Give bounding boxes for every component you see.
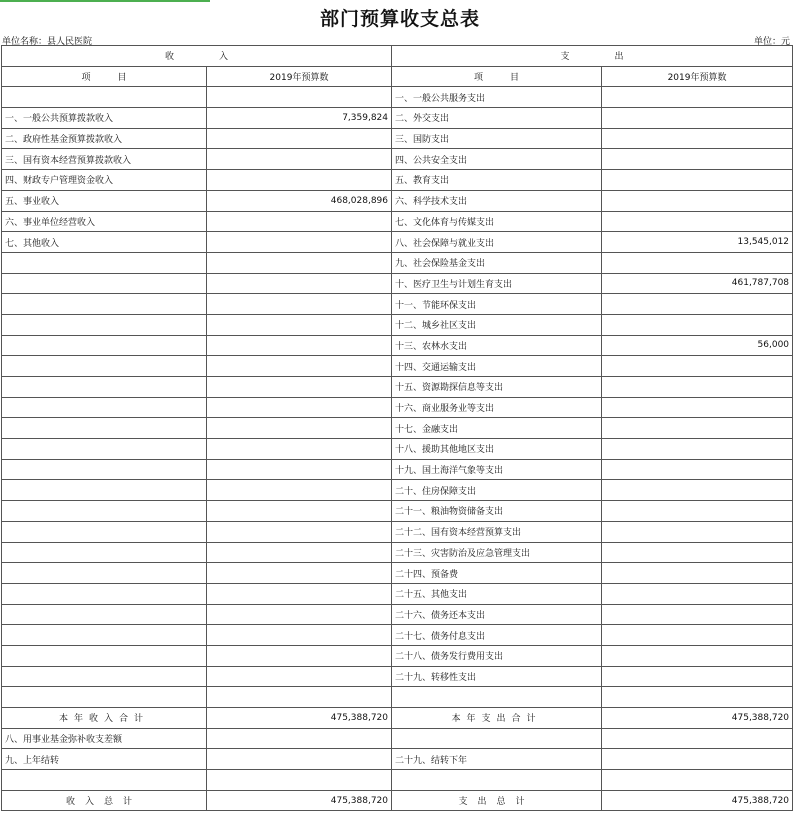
table-row [2,252,793,273]
expense-item-cell [392,687,602,708]
table-row [2,314,793,335]
table-row [2,749,793,770]
table-row [2,108,793,129]
expense-value-cell [602,521,793,542]
income-value-cell [207,563,392,584]
table-row [2,521,793,542]
income-value-cell [207,459,392,480]
table-row [2,542,793,563]
table-row [2,728,793,749]
expense-item-cell: 一、一般公共服务支出 [392,87,602,108]
expense-item-cell: 支出总计 [392,790,602,811]
expense-item-header: 项 目 [392,66,602,87]
income-item-cell [2,480,207,501]
expense-value-cell: 56,000 [602,335,793,356]
income-value-cell [207,128,392,149]
expense-item-cell: 十四、交通运输支出 [392,356,602,377]
income-item-header: 项 目 [2,66,207,87]
expense-value-cell [602,294,793,315]
top-accent-bar [0,0,210,2]
expense-value-cell [602,128,793,149]
income-item-cell [2,459,207,480]
expense-item-cell: 二十二、国有资本经营预算支出 [392,521,602,542]
table-row [2,356,793,377]
table-row [2,563,793,584]
income-item-cell [2,583,207,604]
expense-value-cell [602,480,793,501]
table-row [2,480,793,501]
expense-value-cell [602,459,793,480]
income-item-cell [2,418,207,439]
unit-name: 单位名称：县人民医院 [2,37,93,47]
income-value-cell [207,377,392,398]
expense-item-cell: 二十一、粮油物资储备支出 [392,501,602,522]
expense-item-cell: 七、文化体育与传媒支出 [392,211,602,232]
expense-value-cell [602,439,793,460]
income-value-cell [207,170,392,191]
table-row [2,439,793,460]
expense-item-cell: 十五、资源勘探信息等支出 [392,377,602,398]
expense-item-cell: 九、社会保险基金支出 [392,252,602,273]
income-item-cell: 九、上年结转 [2,749,207,770]
expense-item-cell: 五、教育支出 [392,170,602,191]
expense-value-cell [602,211,793,232]
expense-item-cell: 十、医疗卫生与计划生育支出 [392,273,602,294]
header-row-sections [2,46,793,67]
table-row [2,790,793,811]
expense-header: 支 出 [392,46,793,67]
income-value-cell: 475,388,720 [207,790,392,811]
expense-value-cell [602,356,793,377]
income-value-cell [207,583,392,604]
income-value-cell [207,625,392,646]
table-row [2,459,793,480]
expense-value-cell: 475,388,720 [602,790,793,811]
income-item-cell [2,501,207,522]
income-value-cell [207,149,392,170]
income-header: 收 入 [2,46,392,67]
expense-value-cell [602,397,793,418]
table-row [2,87,793,108]
expense-value-cell [602,563,793,584]
income-item-cell: 七、其他收入 [2,232,207,253]
expense-value-cell: 475,388,720 [602,708,793,729]
income-value-cell [207,335,392,356]
income-value-cell [207,542,392,563]
income-value-cell [207,211,392,232]
table-row [2,294,793,315]
expense-value-cell [602,728,793,749]
income-value-cell [207,604,392,625]
expense-value-cell [602,625,793,646]
income-item-cell [2,542,207,563]
income-item-cell: 收入总计 [2,790,207,811]
income-value-cell: 7,359,824 [207,108,392,129]
table-row [2,397,793,418]
income-value-cell [207,666,392,687]
table-row [2,708,793,729]
page-title: 部门预算收支总表 [319,8,480,30]
income-value-cell [207,687,392,708]
expense-item-cell: 二十三、灾害防治及应急管理支出 [392,542,602,563]
expense-item-cell: 二十、住房保障支出 [392,480,602,501]
income-item-cell [2,377,207,398]
income-item-cell: 四、财政专户管理资金收入 [2,170,207,191]
expense-item-cell: 十九、国土海洋气象等支出 [392,459,602,480]
income-item-cell: 本年收入合计 [2,708,207,729]
income-item-cell [2,521,207,542]
income-item-cell [2,770,207,791]
income-value-cell [207,728,392,749]
income-value-cell [207,749,392,770]
income-value-cell [207,273,392,294]
expense-value-cell [602,604,793,625]
expense-item-cell: 十八、援助其他地区支出 [392,439,602,460]
expense-value-cell [602,687,793,708]
expense-item-cell: 十三、农林水支出 [392,335,602,356]
table-row [2,418,793,439]
table-row [2,770,793,791]
expense-item-cell [392,770,602,791]
income-item-cell [2,687,207,708]
income-value-cell [207,87,392,108]
income-value-cell [207,356,392,377]
expense-item-cell: 八、社会保障与就业支出 [392,232,602,253]
income-item-cell [2,252,207,273]
income-value-cell [207,418,392,439]
expense-item-cell: 十六、商业服务业等支出 [392,397,602,418]
table-row [2,687,793,708]
expense-value-cell [602,190,793,211]
expense-value-cell [602,252,793,273]
expense-value-cell [602,170,793,191]
table-row [2,583,793,604]
table-row [2,625,793,646]
expense-item-cell: 二十八、债务发行费用支出 [392,645,602,666]
income-value-cell: 468,028,896 [207,190,392,211]
income-value-cell [207,294,392,315]
income-item-cell [2,273,207,294]
currency-unit: 单位：元 [753,37,790,47]
table-row [2,128,793,149]
expense-item-cell: 本年支出合计 [392,708,602,729]
table-row [2,211,793,232]
income-value-cell [207,501,392,522]
income-value-cell [207,645,392,666]
income-value-cell [207,521,392,542]
expense-value-cell [602,377,793,398]
income-item-cell: 八、用事业基金弥补收支差额 [2,728,207,749]
expense-value-cell: 461,787,708 [602,273,793,294]
expense-value-cell [602,749,793,770]
income-item-cell [2,294,207,315]
table-row [2,273,793,294]
budget-table-body [2,46,793,811]
expense-item-cell: 二十九、结转下年 [392,749,602,770]
income-item-cell [2,314,207,335]
income-budget-header: 2019年预算数 [207,66,392,87]
income-item-cell [2,335,207,356]
expense-value-cell [602,645,793,666]
expense-value-cell [602,770,793,791]
table-row [2,335,793,356]
expense-item-cell: 四、公共安全支出 [392,149,602,170]
income-item-cell: 三、国有资本经营预算拨款收入 [2,149,207,170]
income-value-cell [207,770,392,791]
expense-value-cell [602,583,793,604]
expense-item-cell: 二十四、预备费 [392,563,602,584]
expense-item-cell: 二、外交支出 [392,108,602,129]
expense-item-cell: 二十六、债务还本支出 [392,604,602,625]
table-row [2,170,793,191]
expense-value-cell [602,501,793,522]
expense-item-cell: 十一、节能环保支出 [392,294,602,315]
expense-value-cell [602,87,793,108]
table-row [2,501,793,522]
income-value-cell [207,232,392,253]
income-item-cell: 一、一般公共预算拨款收入 [2,108,207,129]
income-item-cell [2,563,207,584]
expense-value-cell [602,314,793,335]
expense-item-cell [392,728,602,749]
expense-item-cell: 十二、城乡社区支出 [392,314,602,335]
income-item-cell: 六、事业单位经营收入 [2,211,207,232]
expense-item-cell: 三、国防支出 [392,128,602,149]
income-value-cell [207,480,392,501]
income-item-cell: 五、事业收入 [2,190,207,211]
table-row [2,604,793,625]
income-item-cell [2,666,207,687]
expense-value-cell [602,542,793,563]
income-item-cell [2,356,207,377]
table-row [2,149,793,170]
expense-value-cell [602,108,793,129]
income-item-cell [2,397,207,418]
table-row [2,232,793,253]
expense-budget-header: 2019年预算数 [602,66,793,87]
table-row [2,377,793,398]
expense-value-cell [602,666,793,687]
income-item-cell [2,604,207,625]
expense-item-cell: 十七、金融支出 [392,418,602,439]
income-value-cell [207,314,392,335]
header-row-columns [2,66,793,87]
table-row [2,645,793,666]
income-item-cell [2,645,207,666]
income-item-cell [2,439,207,460]
income-item-cell [2,625,207,646]
expense-item-cell: 二十九、转移性支出 [392,666,602,687]
expense-item-cell: 六、科学技术支出 [392,190,602,211]
income-item-cell: 二、政府性基金预算拨款收入 [2,128,207,149]
income-value-cell: 475,388,720 [207,708,392,729]
budget-table [1,45,793,811]
income-value-cell [207,252,392,273]
expense-item-cell: 二十五、其他支出 [392,583,602,604]
income-value-cell [207,439,392,460]
income-value-cell [207,397,392,418]
expense-value-cell [602,149,793,170]
expense-value-cell [602,418,793,439]
expense-value-cell: 13,545,012 [602,232,793,253]
table-row [2,190,793,211]
income-item-cell [2,87,207,108]
expense-item-cell: 二十七、债务付息支出 [392,625,602,646]
table-row [2,666,793,687]
